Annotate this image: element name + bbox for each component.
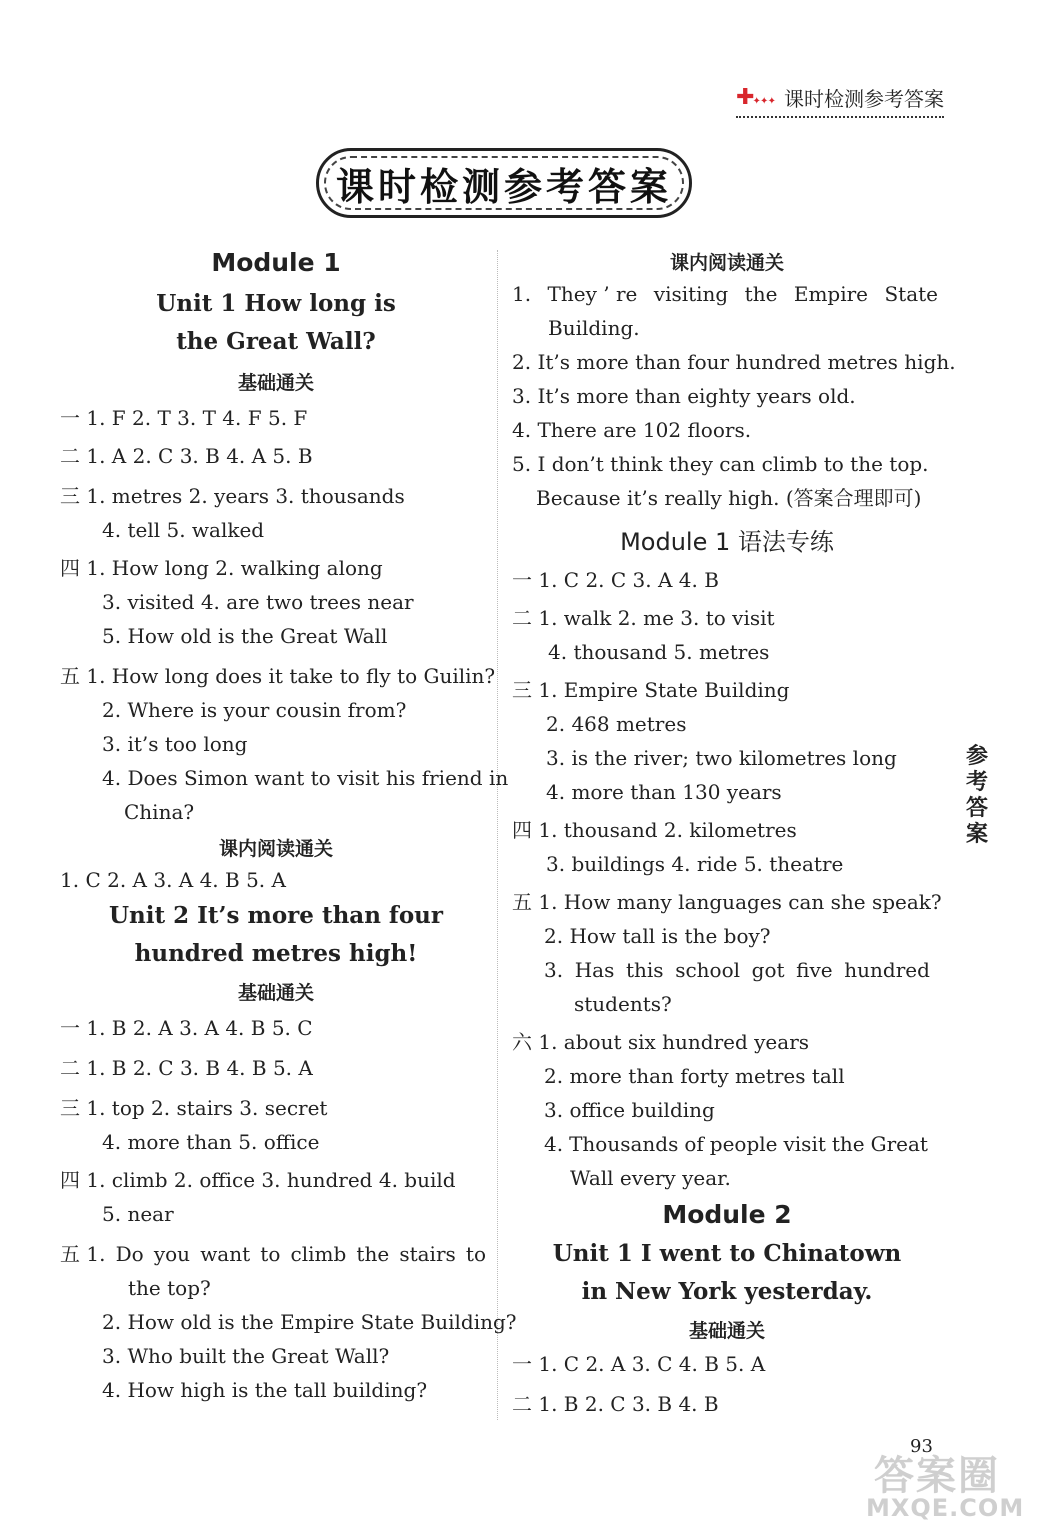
answer-line: 3. it’s too long — [102, 732, 248, 756]
answer-line: 4. There are 102 floors. — [512, 418, 752, 442]
answer-line: 2. more than forty metres tall — [544, 1064, 845, 1088]
word: the — [744, 282, 778, 306]
word: Do — [115, 1242, 144, 1266]
word: to — [260, 1242, 281, 1266]
answer-line: 2. How old is the Empire State Building? — [102, 1310, 517, 1334]
word: stairs — [399, 1242, 456, 1266]
unit-heading-line1: Unit 1 How long is — [156, 290, 396, 317]
answer-line: 4. How high is the tall building? — [102, 1378, 428, 1402]
word: you — [153, 1242, 191, 1266]
answer-line: 二 1. walk 2. me 3. to visit — [512, 606, 775, 630]
answer-line: 4. Does Simon want to visit his friend in — [102, 766, 509, 790]
grammar-heading: Module 1 语法专练 — [620, 528, 834, 556]
answer-line: 3. Who built the Great Wall? — [102, 1344, 390, 1368]
answer-line: 4. tell 5. walked — [102, 518, 265, 542]
unit-heading-line2: the Great Wall? — [176, 328, 376, 355]
word: the — [356, 1242, 390, 1266]
unit-heading-line1: Unit 1 I went to Chinatown — [552, 1240, 902, 1267]
page-title-banner — [316, 148, 692, 218]
word: to — [465, 1242, 486, 1266]
word: 1. — [512, 282, 532, 306]
answer-line: 二 1. B 2. C 3. B 4. B — [512, 1392, 719, 1416]
section-heading: 基础通关 — [237, 372, 314, 394]
section-heading: 课内阅读通关 — [218, 838, 333, 860]
answer-line: Wall every year. — [570, 1166, 731, 1190]
answer-line: 3. office building — [544, 1098, 715, 1122]
word: got — [751, 958, 785, 982]
section-heading: 基础通关 — [688, 1320, 765, 1342]
answer-line: 2. How tall is the boy? — [544, 924, 771, 948]
word: Thousands — [569, 1132, 679, 1156]
red-stars-icon: ✚✦ ✦ ✦ — [736, 84, 774, 110]
answer-line-justified — [544, 956, 930, 984]
answer-line: 三 1. metres 2. years 3. thousands — [60, 484, 405, 508]
word: the — [831, 1132, 865, 1156]
side-tab-label — [962, 744, 992, 848]
answer-line: 3. buildings 4. ride 5. theatre — [546, 852, 844, 876]
unit-heading-line2: in New York yesterday. — [581, 1278, 873, 1305]
word: They ’ re — [547, 282, 638, 306]
answer-line: 五 1. How long does it take to fly to Guilin? — [60, 664, 496, 688]
answer-line: 5. near — [102, 1202, 174, 1226]
answer-line: 四 1. climb 2. office 3. hundred 4. build — [60, 1168, 456, 1192]
answer-line: 4. thousand 5. metres — [548, 640, 770, 664]
answer-line-justified — [512, 280, 938, 308]
answer-line: 三 1. top 2. stairs 3. secret — [60, 1096, 328, 1120]
answer-line: 3. visited 4. are two trees near — [102, 590, 414, 614]
answer-line: 五 1. How many languages can she speak? — [512, 890, 942, 914]
answer-line: 2. It’s more than four hundred metres high. — [512, 350, 956, 374]
module-heading: Module 2 — [662, 1200, 792, 1229]
word: of — [684, 1132, 704, 1156]
word: Has — [574, 958, 615, 982]
unit-heading-line1: Unit 2 It’s more than four — [109, 902, 443, 929]
word: State — [884, 282, 938, 306]
answer-line-justified — [544, 1130, 928, 1158]
page-title: 课时检测参考答案 — [335, 164, 672, 209]
word: Great — [870, 1132, 928, 1156]
answer-line: 一 1. B 2. A 3. A 4. B 5. C — [60, 1016, 313, 1040]
word: 4. — [544, 1132, 564, 1156]
word: Empire — [793, 282, 869, 306]
answer-line: 5. I don’t think they can climb to the top. — [512, 452, 929, 476]
answer-line: 四 1. thousand 2. kilometres — [512, 818, 797, 842]
section-heading: 课内阅读通关 — [669, 252, 784, 274]
answer-line: 三 1. Empire State Building — [512, 678, 790, 702]
word: school — [675, 958, 741, 982]
section-heading: 基础通关 — [237, 982, 314, 1004]
module-heading: Module 1 — [211, 248, 341, 277]
unit-heading-line2: hundred metres high! — [134, 940, 418, 967]
answer-line: 二 1. A 2. C 3. B 4. A 5. B — [60, 444, 313, 468]
answer-line: Because it’s really high. (答案合理即可) — [536, 486, 922, 510]
answer-line: 3. It’s more than eighty years old. — [512, 384, 856, 408]
answer-line-justified — [60, 1240, 486, 1268]
answer-line: students? — [574, 992, 672, 1016]
column-divider — [497, 250, 498, 1420]
answer-line: 2. Where is your cousin from? — [102, 698, 407, 722]
answer-line: 二 1. B 2. C 3. B 4. B 5. A — [60, 1056, 313, 1080]
running-header — [736, 80, 944, 118]
watermark — [854, 1444, 1050, 1524]
watermark-url: MXQE.COM — [866, 1494, 1025, 1522]
word: this — [625, 958, 664, 982]
answer-line: the top? — [128, 1276, 211, 1300]
answer-line: 3. is the river; two kilometres long — [546, 746, 897, 770]
word: want — [200, 1242, 251, 1266]
answer-line: 1. C 2. A 3. A 4. B 5. A — [60, 868, 286, 892]
page-number: 93 — [910, 1436, 933, 1457]
word: 3. — [544, 958, 564, 982]
side-tab-text: 参考答案 — [965, 744, 988, 847]
answer-line: 4. more than 130 years — [546, 780, 782, 804]
word: people — [709, 1132, 778, 1156]
answer-line: 四 1. How long 2. walking along — [60, 556, 383, 580]
running-header-title: 课时检测参考答案 — [784, 86, 944, 111]
answer-line: 4. more than 5. office — [102, 1130, 320, 1154]
answer-line: 一 1. C 2. A 3. C 4. B 5. A — [512, 1352, 766, 1376]
answer-line: 六 1. about six hundred years — [512, 1030, 810, 1054]
answer-line: 一 1. F 2. T 3. T 4. F 5. F — [60, 406, 308, 430]
word: climb — [290, 1242, 347, 1266]
word: hundred — [844, 958, 930, 982]
answer-line: 2. 468 metres — [546, 712, 687, 736]
word: five — [796, 958, 833, 982]
answer-line: 一 1. C 2. C 3. A 4. B — [512, 568, 719, 592]
answer-line: 5. How old is the Great Wall — [102, 624, 388, 648]
word: visiting — [653, 282, 729, 306]
word: visit — [783, 1132, 826, 1156]
watermark-text: 答案圈 — [874, 1453, 1000, 1499]
word: 五 1. — [60, 1242, 106, 1266]
answer-line: China? — [124, 800, 195, 824]
answer-line: Building. — [548, 316, 640, 340]
